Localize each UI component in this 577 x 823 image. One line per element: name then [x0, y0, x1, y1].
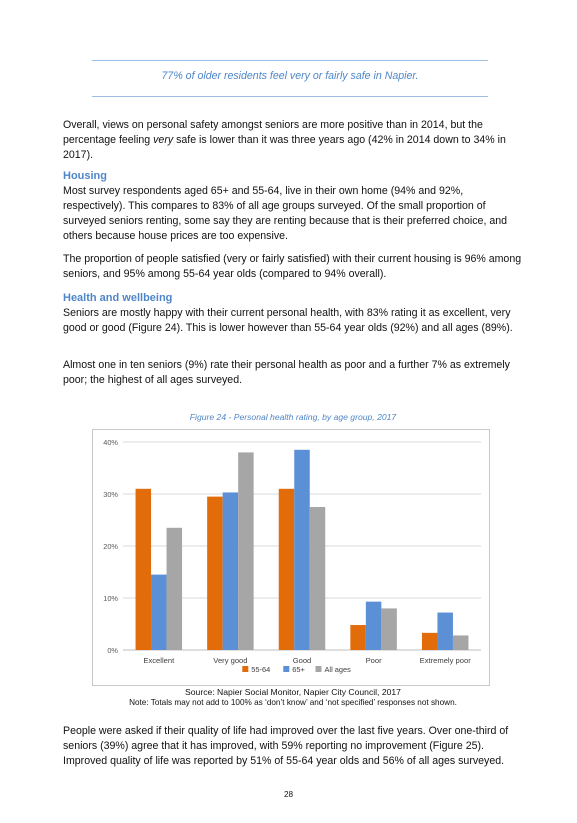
bar-65-: [366, 602, 382, 650]
health-rating-chart: [92, 429, 490, 686]
legend-label: 65+: [292, 665, 305, 674]
bar-all-ages: [310, 507, 326, 650]
legend-swatch: [283, 666, 289, 672]
bar-55-64: [350, 625, 366, 650]
x-category-label: Poor: [365, 656, 382, 665]
bar-65-: [223, 492, 239, 650]
y-tick-label: 40%: [103, 438, 118, 447]
quality-of-life-paragraph: People were asked if their quality of life had improved over the last five years. Over one-third of seniors (39%) agree that it has improved, with 59% reporting no improvement (Figure 25). Improved quality of life was reported by 51% of 55-64 year olds and 56% of all ages surveyed.: [63, 725, 509, 767]
x-category-label: Good: [292, 656, 312, 665]
safety-callout: 77% of older residents feel very or fairly safe in Napier.: [161, 70, 419, 82]
x-category-label: Very good: [213, 656, 248, 665]
bar-all-ages: [381, 608, 397, 650]
bar-65-: [437, 613, 453, 650]
bar-65-: [151, 575, 167, 650]
page-number: 28: [283, 790, 294, 799]
figure-note: Note: Totals may not add to 100% as ‘don’t know’ and ‘not specified’ responses not shown.: [129, 698, 457, 707]
bar-65-: [294, 450, 310, 650]
legend-swatch: [242, 666, 248, 672]
bar-all-ages: [167, 528, 183, 650]
legend-swatch: [316, 666, 322, 672]
legend-label: 55-64: [251, 665, 271, 674]
bar-all-ages: [238, 452, 254, 650]
legend-label: All ages: [324, 665, 351, 674]
x-category-label: Excellent: [143, 656, 175, 665]
housing-paragraph-2: The proportion of people satisfied (very or fairly satisfied) with their current housing is 96% among seniors, and 95% among 55-64 year olds (compared to 94% overall).: [63, 253, 522, 280]
y-tick-label: 20%: [103, 542, 118, 551]
y-tick-label: 30%: [103, 490, 118, 499]
health-heading: Health and wellbeing: [63, 292, 173, 304]
y-tick-label: 10%: [103, 594, 118, 603]
x-category-label: Extremely poor: [419, 656, 471, 665]
safety-paragraph: [63, 118, 523, 163]
safety-text-emphasis: very: [153, 134, 174, 146]
bar-all-ages: [453, 635, 469, 650]
safety-text-end: safe is lower than it was three years ago (42% in 2014 down to 34% in 2017).: [63, 134, 506, 161]
callout-bottom-rule: [92, 96, 488, 97]
figure-caption: Figure 24 - Personal health rating, by age group, 2017: [189, 412, 397, 422]
safety-text-start: Overall, views on personal safety amongst seniors are more positive than in 2014, but the percentage feeling: [63, 119, 483, 146]
y-tick-label: 0%: [107, 646, 118, 655]
bar-55-64: [422, 633, 438, 650]
figure-source: Source: Napier Social Monitor, Napier City Council, 2017: [185, 687, 401, 697]
bar-55-64: [136, 489, 152, 650]
callout-top-rule: [92, 60, 488, 61]
housing-paragraph-1: Most survey respondents aged 65+ and 55-64, live in their own home (94% and 92%, respectively). This compares to 83% of all age groups surveyed. Of the small proportion of surveyed seniors renting, some say they are renting because that is their preferred choice, and others because house prices are too expensive.: [63, 185, 508, 242]
bar-55-64: [279, 489, 295, 650]
health-paragraph-2: Almost one in ten seniors (9%) rate their personal health as poor and a further 7% as extremely poor; the highest of all ages surveyed.: [63, 359, 510, 386]
housing-heading: Housing: [63, 170, 107, 182]
chart-svg: [93, 430, 489, 685]
bar-55-64: [207, 497, 223, 650]
health-paragraph-1: Seniors are mostly happy with their current personal health, with 83% rating it as excellent, very good or good (Figure 24). This is lower however than 55-64 year olds (92%) and all ages (89%).: [63, 307, 513, 334]
